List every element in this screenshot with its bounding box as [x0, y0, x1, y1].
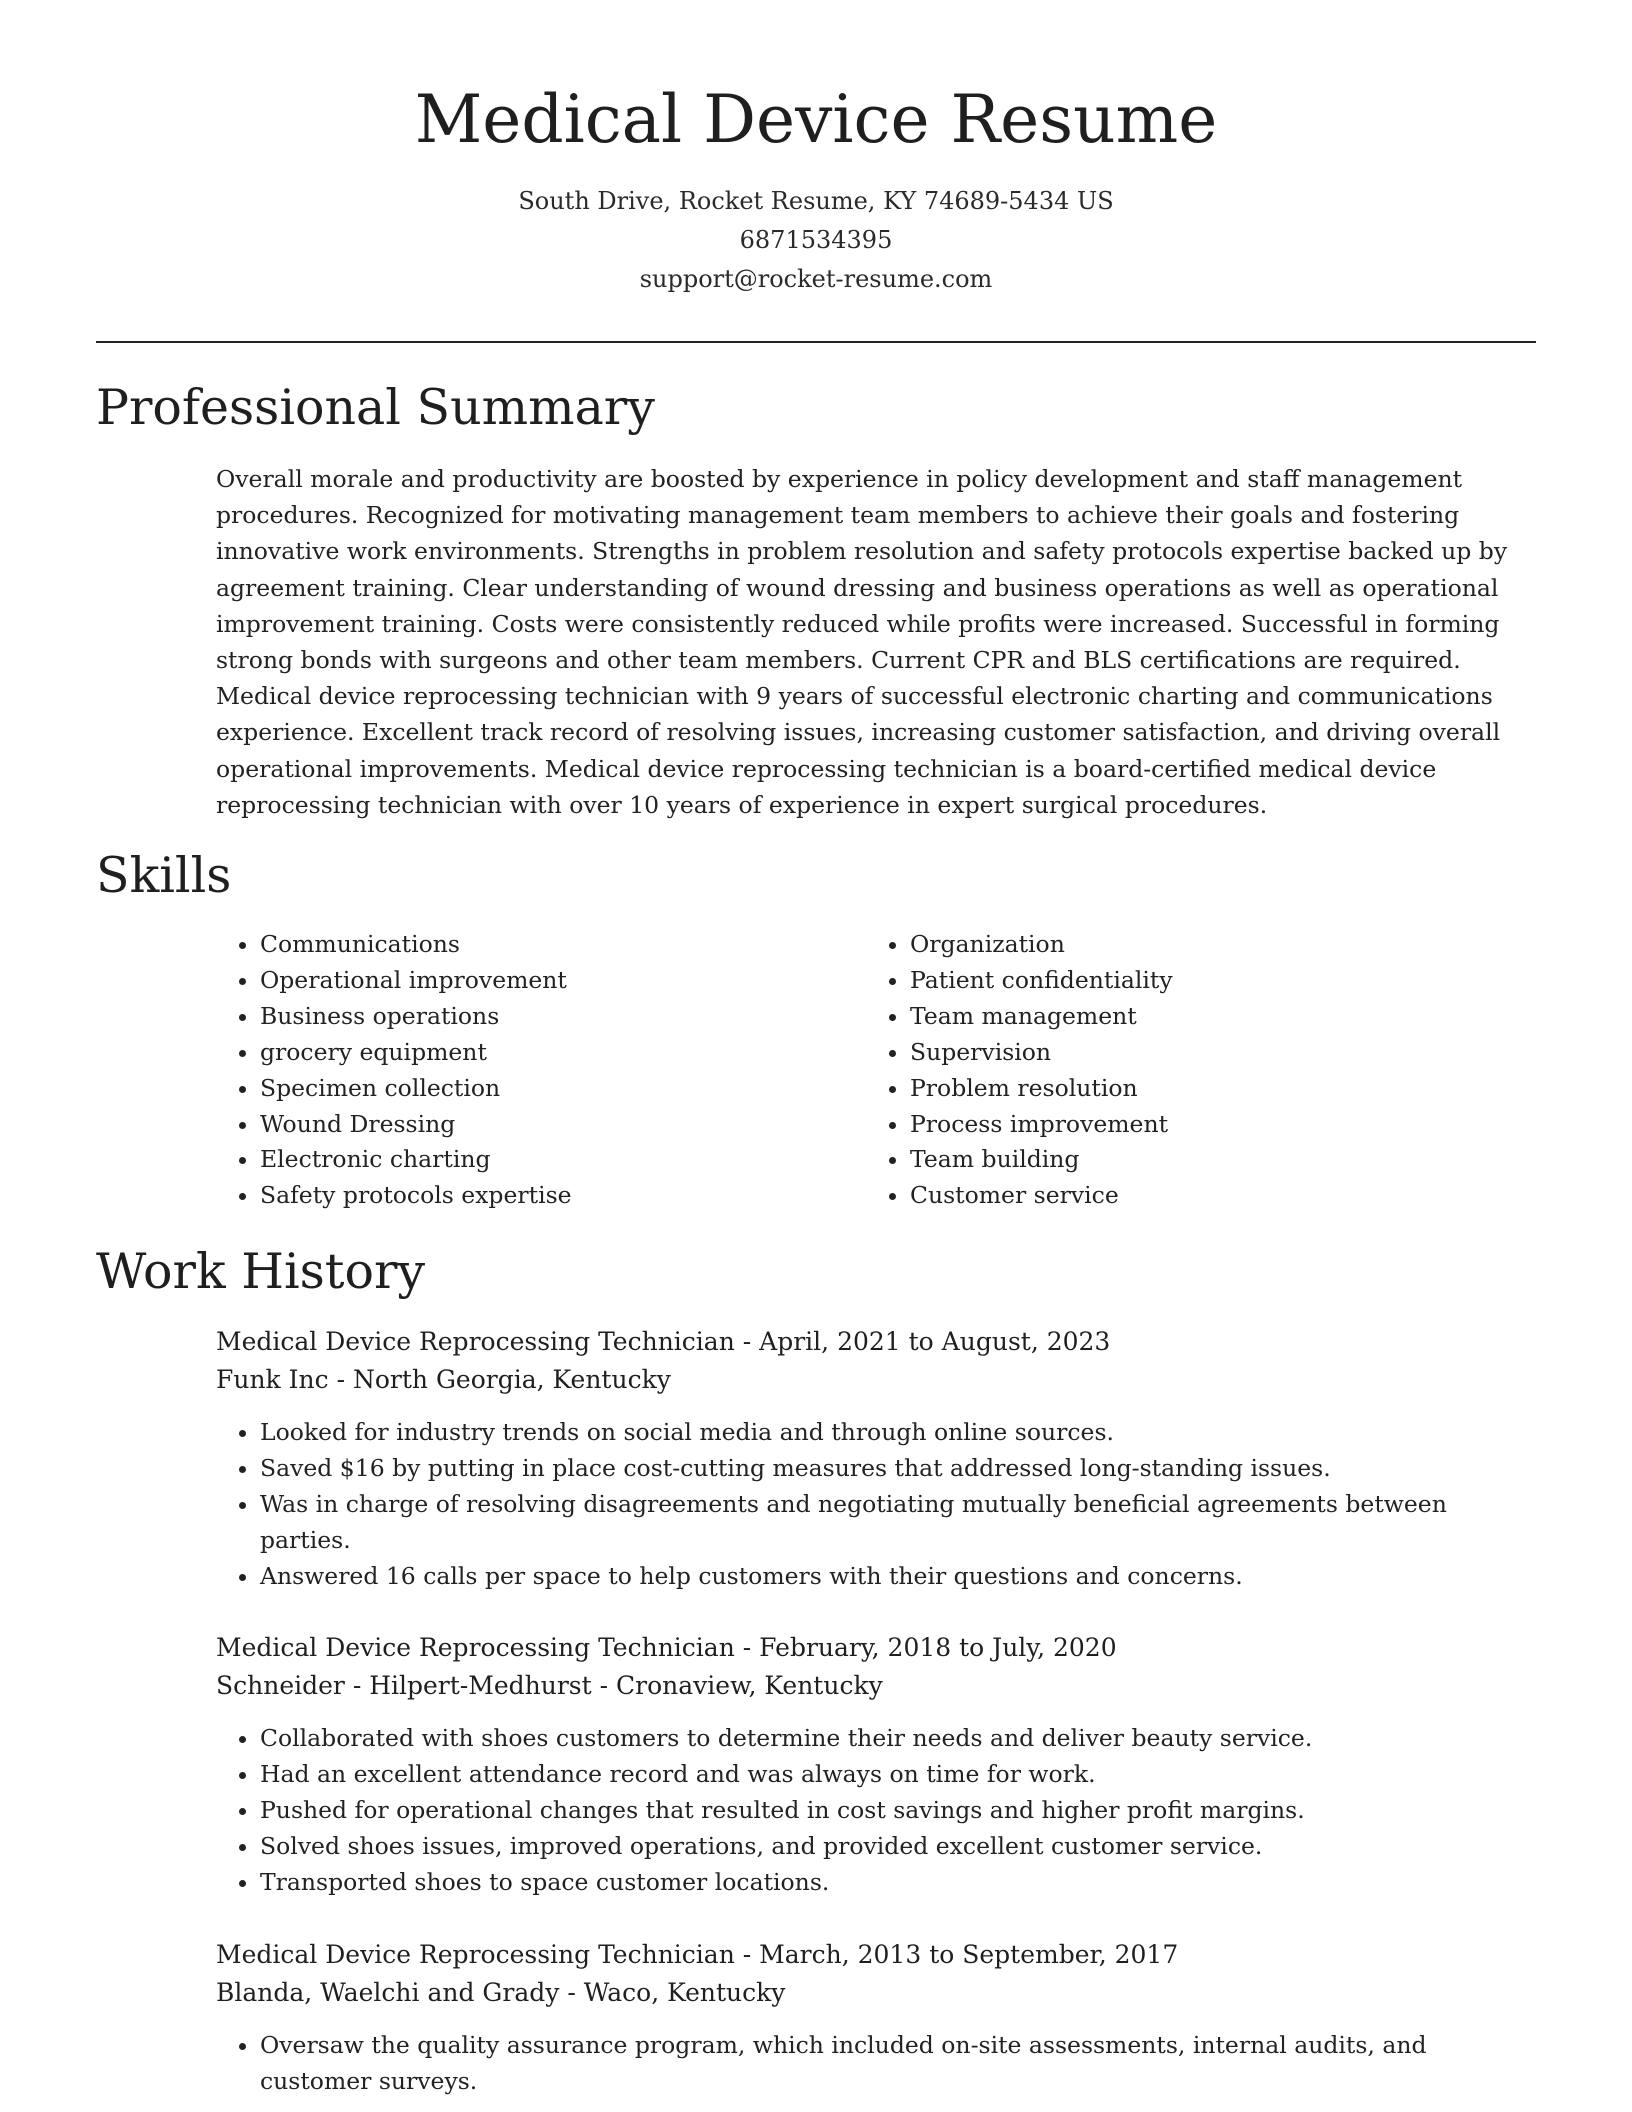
job-separator: -	[742, 1633, 760, 1662]
job-title-line	[216, 1629, 1536, 1667]
skill-item: • Team building	[910, 1142, 1526, 1178]
skill-item: • Specimen collection	[260, 1071, 856, 1107]
skill-item: • Electronic charting	[260, 1142, 856, 1178]
job-separator: -	[336, 1365, 353, 1394]
job-separator: -	[742, 1327, 760, 1356]
skill-item: • Patient confidentiality	[910, 963, 1526, 999]
job-location: Waco, Kentucky	[583, 1978, 786, 2007]
resume-header	[0, 0, 1632, 299]
skill-item: • grocery equipment	[260, 1035, 856, 1071]
job-entry	[216, 1629, 1536, 1901]
skill-item: • Organization	[910, 927, 1526, 963]
job-separator: -	[742, 1940, 760, 1969]
skill-item: • Communications	[260, 927, 856, 963]
job-bullets	[216, 1415, 1536, 1595]
job-role: Medical Device Reprocessing Technician	[216, 1327, 735, 1356]
resume-title: Medical Device Resume	[414, 81, 1218, 158]
skill-item: • Business operations	[260, 999, 856, 1035]
job-bullet: • Oversaw the quality assurance program, which included on-site assessments, internal audits, and customer surveys.	[260, 2028, 1536, 2100]
job-role: Medical Device Reprocessing Technician	[216, 1633, 735, 1662]
job-title-line	[216, 1323, 1536, 1361]
job-company-line	[216, 1974, 1536, 2012]
skill-item: • Team management	[910, 999, 1526, 1035]
address-text: South Drive, Rocket Resume, KY 74689-5434 US	[518, 186, 1114, 215]
job-bullets	[216, 1721, 1536, 1901]
skill-item: • Wound Dressing	[260, 1107, 856, 1143]
phone-text: 6871534395	[739, 225, 893, 254]
job-bullet: • Pushed for operational changes that resulted in cost savings and higher profit margins.	[260, 1793, 1536, 1829]
skills-heading: Skills	[96, 847, 232, 904]
summary-heading: Professional Summary	[96, 379, 655, 436]
job-company: Funk Inc	[216, 1365, 329, 1394]
job-bullet: • Collaborated with shoes customers to determine their needs and deliver beauty service.	[260, 1721, 1536, 1757]
skill-item: • Process improvement	[910, 1107, 1526, 1143]
work-history-heading: Work History	[96, 1243, 426, 1300]
job-title-line	[216, 1936, 1536, 1974]
skills-right-column	[866, 927, 1526, 1214]
job-bullets	[216, 2028, 1536, 2100]
skills-right-list	[866, 927, 1526, 1214]
job-dates: February, 2018 to July, 2020	[759, 1633, 1117, 1662]
job-location: North Georgia, Kentucky	[352, 1365, 671, 1394]
job-bullet: • Was in charge of resolving disagreements and negotiating mutually beneficial agreements between parties.	[260, 1487, 1536, 1559]
job-entry	[216, 1323, 1536, 1595]
email-text: support@rocket-resume.com	[639, 264, 993, 293]
contact-block	[0, 182, 1632, 299]
job-company-line	[216, 1361, 1536, 1399]
skills-left-column	[216, 927, 856, 1214]
job-bullet: • Had an excellent attendance record and was always on time for work.	[260, 1757, 1536, 1793]
job-dates: April, 2021 to August, 2023	[759, 1327, 1111, 1356]
job-company-line	[216, 1667, 1536, 1705]
job-role: Medical Device Reprocessing Technician	[216, 1940, 735, 1969]
job-bullet: • Saved $16 by putting in place cost-cutting measures that addressed long-standing issues.	[260, 1451, 1536, 1487]
skill-item: • Supervision	[910, 1035, 1526, 1071]
skill-item: • Safety protocols expertise	[260, 1178, 856, 1214]
job-company: Blanda, Waelchi and Grady	[216, 1978, 560, 2007]
skill-item: • Customer service	[910, 1178, 1526, 1214]
job-dates: March, 2013 to September, 2017	[759, 1940, 1179, 1969]
job-separator: -	[567, 1978, 584, 2007]
job-bullet: • Transported shoes to space customer locations.	[260, 1865, 1536, 1901]
job-bullet: • Answered 16 calls per space to help customers with their questions and concerns.	[260, 1559, 1536, 1595]
skill-item: • Operational improvement	[260, 963, 856, 999]
skills-left-list	[216, 927, 856, 1214]
header-divider	[96, 341, 1536, 343]
job-bullet: • Solved shoes issues, improved operations, and provided excellent customer service.	[260, 1829, 1536, 1865]
job-bullet: • Looked for industry trends on social media and through online sources.	[260, 1415, 1536, 1451]
summary-paragraph: Overall morale and productivity are boosted by experience in policy development and staff management procedures. Recognized for motivating management team members to achieve their goals and fostering innovative work environments. Strengths in problem resolution and safety protocols expertise backed up by agreement training. Clear understanding of wound dressing and business operations as well as operational improvement training. Costs were consistently reduced while profits were increased. Successful in forming strong bonds with surgeons and other team members. Current CPR and BLS certifications are required. Medical device reprocessing technician with 9 years of successful electronic charting and communications experience. Excellent track record of resolving issues, increasing customer satisfaction, and driving overall operational improvements. Medical device reprocessing technician is a board-certified medical device reprocessing technician with over 10 years of experience in expert surgical procedures.	[216, 465, 1508, 819]
job-location: Cronaview, Kentucky	[616, 1671, 883, 1700]
skill-item: • Problem resolution	[910, 1071, 1526, 1107]
job-entry	[216, 1936, 1536, 2100]
job-company: Schneider - Hilpert-Medhurst	[216, 1671, 592, 1700]
job-separator: -	[599, 1671, 617, 1700]
